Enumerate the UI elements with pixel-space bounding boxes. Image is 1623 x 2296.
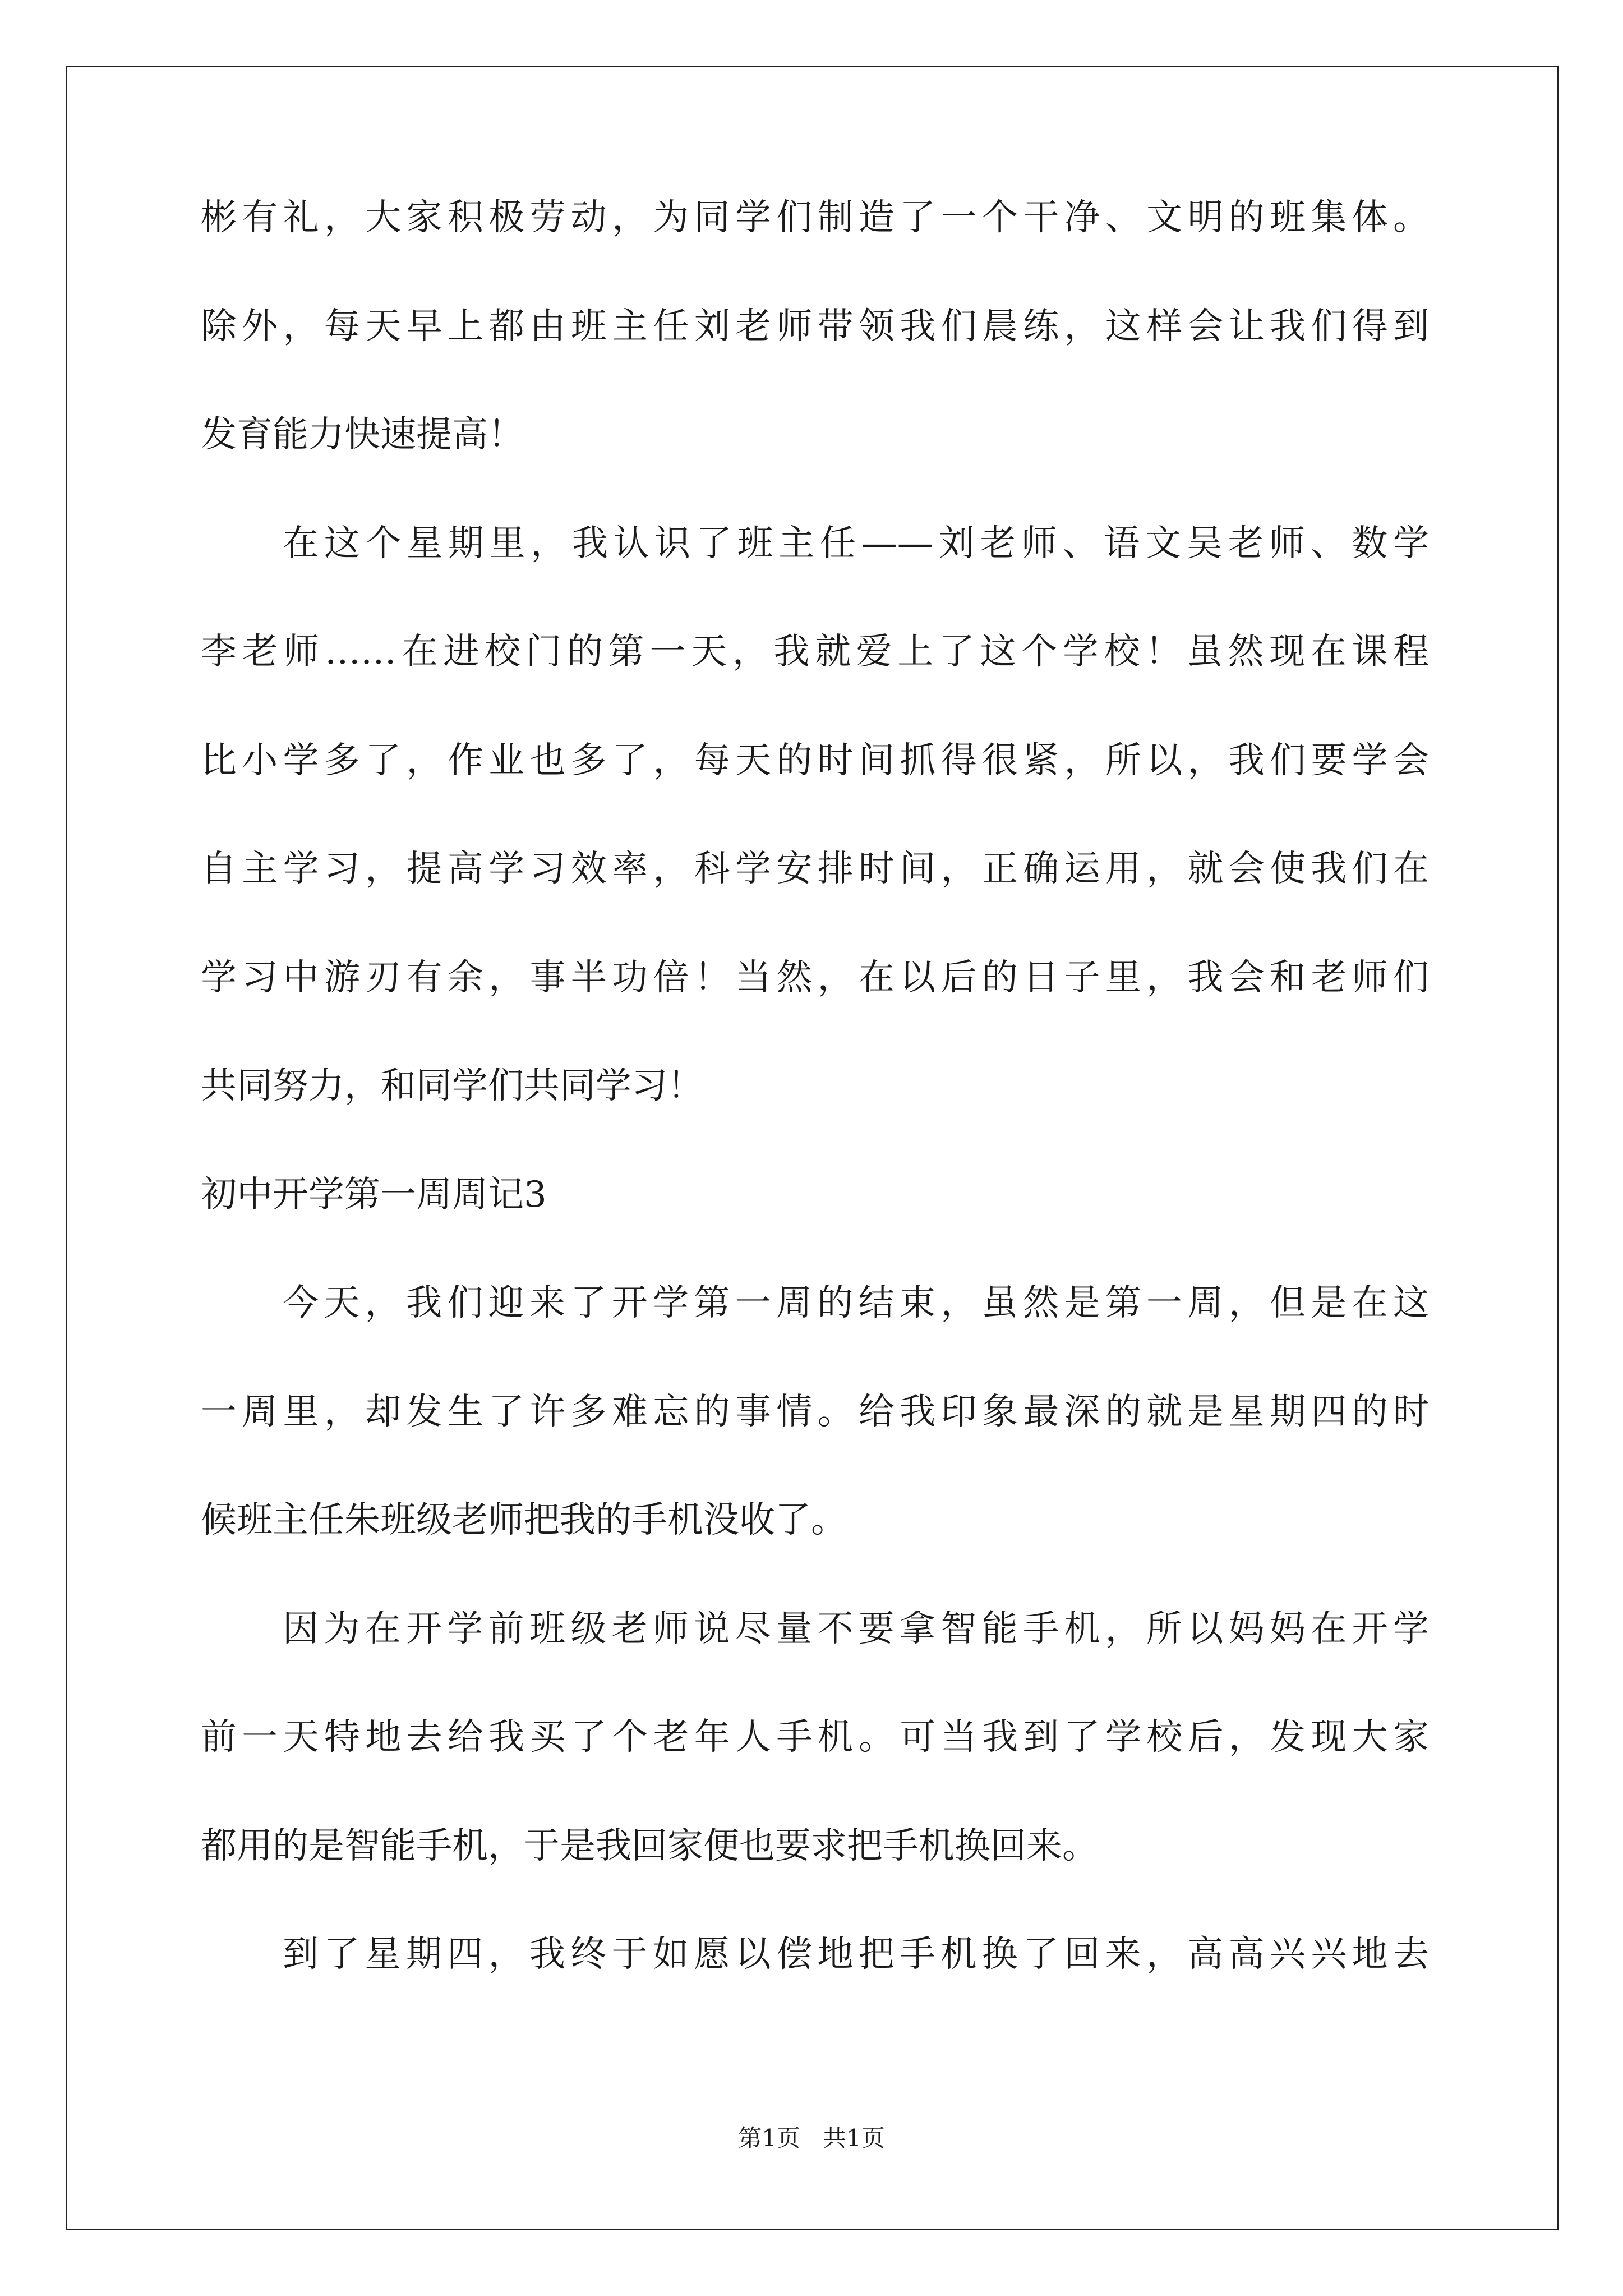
text-line: 比小学多了，作业也多了，每天的时间抓得很紧，所以，我们要学会 <box>201 739 1429 781</box>
page-footer <box>0 2122 1623 2155</box>
text-line: 彬有礼，大家积极劳动，为同学们制造了一个干净、文明的班集体。 <box>201 197 1429 238</box>
text-line: 都用的是智能手机，于是我回家便也要求把手机换回来。 <box>201 1825 1098 1867</box>
text-line: 前一天特地去给我买了个老年人手机。可当我到了学校后，发现大家 <box>201 1717 1429 1758</box>
text-line: 今天，我们迎来了开学第一周的结束，虽然是第一周，但是在这 <box>283 1282 1429 1324</box>
text-line: 到了星期四，我终于如愿以偿地把手机换了回来，高高兴兴地去 <box>283 1934 1429 1975</box>
text-line: 发育能力快速提高！ <box>201 414 524 455</box>
text-line: 因为在开学前班级老师说尽量不要拿智能手机，所以妈妈在开学 <box>283 1608 1429 1650</box>
text-line: 共同努力，和同学们共同学习！ <box>201 1065 703 1107</box>
text-line: 除外，每天早上都由班主任刘老师带领我们晨练，这样会让我们得到 <box>201 305 1429 347</box>
section-heading: 初中开学第一周周记3 <box>201 1174 547 1216</box>
text-line: 一周里，却发生了许多难忘的事情。给我印象最深的就是星期四的时 <box>201 1391 1429 1433</box>
text-line: 自主学习，提高学习效率，科学安排时间，正确运用，就会使我们在 <box>201 848 1429 890</box>
text-line: 在这个星期里，我认识了班主任——刘老师、语文吴老师、数学 <box>283 522 1429 564</box>
page-number-current: 第1页 <box>738 2124 800 2152</box>
text-line: 学习中游刃有余，事半功倍！当然，在以后的日子里，我会和老师们 <box>201 956 1429 999</box>
page-number-total: 共1页 <box>823 2124 885 2152</box>
text-line: 候班主任朱班级老师把我的手机没收了。 <box>201 1499 847 1541</box>
text-line: 李老师……在进校门的第一天，我就爱上了这个学校！虽然现在课程 <box>201 631 1429 673</box>
page-border <box>66 66 1559 2230</box>
